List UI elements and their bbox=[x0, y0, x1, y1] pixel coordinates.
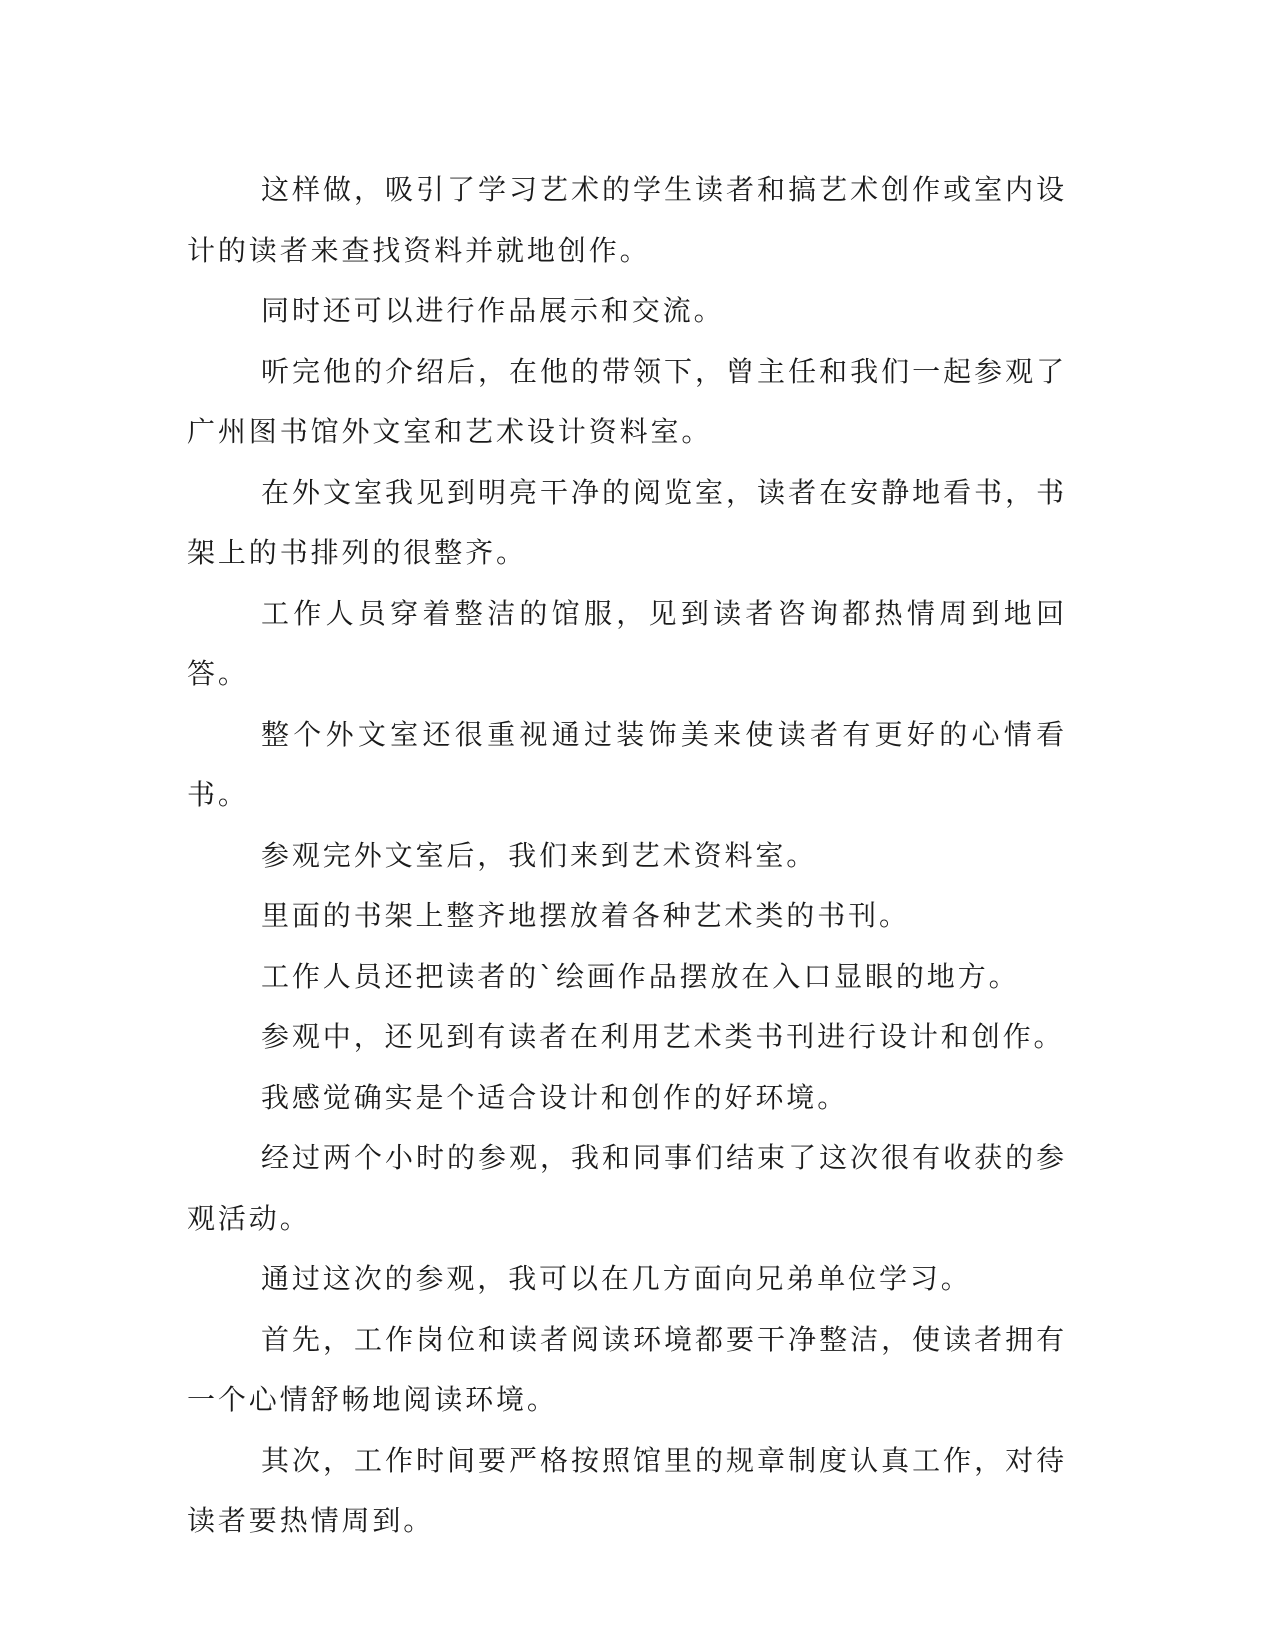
paragraph: 工作人员还把读者的`绘画作品摆放在入口显眼的地方。 bbox=[261, 959, 1020, 993]
paragraph: 听完他的介绍后，在他的带领下，曾主任和我们一起参观了广州图书馆外文室和艺术设计资料室。 bbox=[187, 354, 1067, 448]
paragraph: 工作人员穿着整洁的馆服，见到读者咨询都热情周到地回答。 bbox=[187, 596, 1067, 690]
paragraph: 经过两个小时的参观，我和同事们结束了这次很有收获的参观活动。 bbox=[187, 1141, 1067, 1235]
paragraph: 参观完外文室后，我们来到艺术资料室。 bbox=[261, 838, 818, 872]
body-text bbox=[187, 160, 1067, 1552]
paragraph: 同时还可以进行作品展示和交流。 bbox=[261, 294, 725, 327]
paragraph: 我感觉确实是个适合设计和创作的好环境。 bbox=[261, 1080, 849, 1114]
paragraph: 里面的书架上整齐地摆放着各种艺术类的书刊。 bbox=[261, 899, 910, 932]
paragraph: 整个外文室还很重视通过装饰美来使读者有更好的心情看书。 bbox=[187, 717, 1067, 811]
paragraph: 这样做，吸引了学习艺术的学生读者和搞艺术创作或室内设计的读者来查找资料并就地创作。 bbox=[187, 173, 1067, 267]
paragraph: 首先，工作岗位和读者阅读环境都要干净整洁，使读者拥有一个心情舒畅地阅读环境。 bbox=[187, 1322, 1067, 1416]
paragraph: 参观中，还见到有读者在利用艺术类书刊进行设计和创作。 bbox=[261, 1020, 1065, 1053]
paragraph: 其次，工作时间要严格按照馆里的规章制度认真工作，对待读者要热情周到。 bbox=[187, 1443, 1067, 1537]
paragraph: 通过这次的参观，我可以在几方面向兄弟单位学习。 bbox=[261, 1262, 972, 1295]
paragraph: 在外文室我见到明亮干净的阅览室，读者在安静地看书，书架上的书排列的很整齐。 bbox=[187, 475, 1067, 569]
